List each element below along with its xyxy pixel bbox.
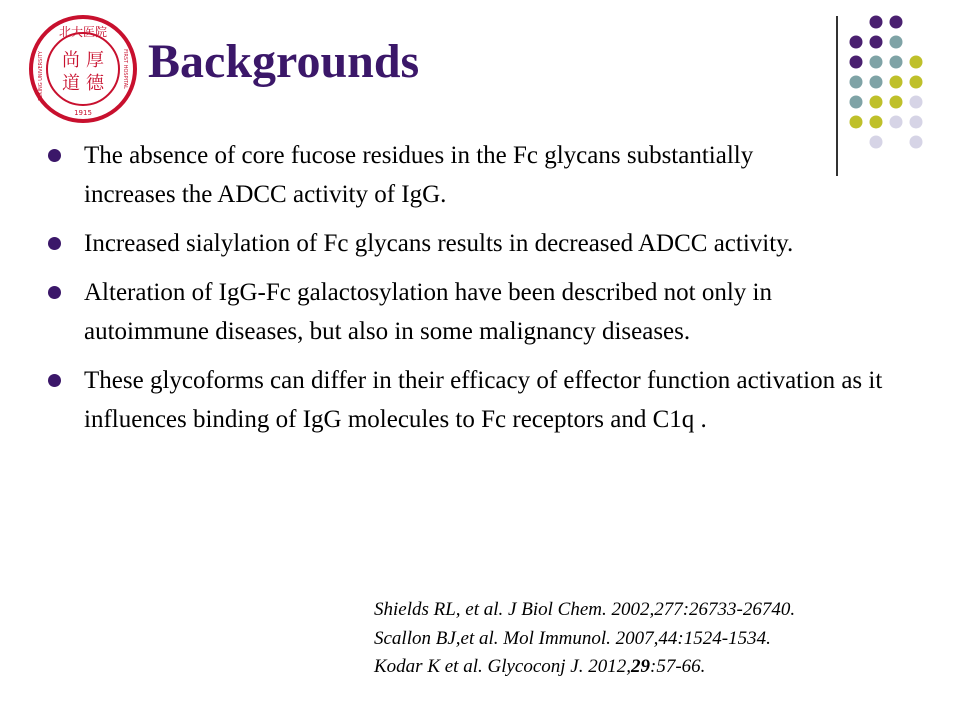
logo-arc-left: PEKING UNIVERSITY [38,51,44,101]
bullet-item [40,224,900,263]
reference-text: Kodar K et al. Glycoconj J. 2012, [374,656,631,677]
logo-year: 1915 [74,109,92,117]
reference-line [374,653,934,682]
university-logo [28,14,138,124]
reference-line [374,596,934,625]
logo-top-text: 北大医院 [58,25,108,39]
slide-title: Backgrounds [148,35,420,88]
logo-arc-right: FIRST HOSPITAL [122,49,128,89]
bullet-item [40,273,900,351]
reference-text: Scallon BJ,et al. Mol Immunol. 2007,44:1524-1534. [374,627,771,649]
logo-char-4: 德 [86,73,104,94]
bullet-dot-icon [48,149,61,162]
logo-char-3: 道 [62,73,80,94]
reference-line [374,625,934,654]
bullet-dot-icon [48,374,61,387]
reference-text: Shields RL, et al. J Biol Chem. 2002,277:26733-26740. [374,599,796,620]
logo-char-2: 厚 [86,50,104,71]
references [374,596,934,682]
bullet-item [40,136,900,214]
bullet-item [40,361,900,439]
reference-volume: 29 [631,656,650,677]
bullet-dot-icon [48,286,61,299]
reference-pages: :57-66. [650,656,706,677]
logo-char-1: 尚 [62,50,80,71]
bullet-text: Increased sialylation of Fc glycans results in decreased ADCC activity. [84,230,794,257]
bullet-text: The absence of core fucose residues in the Fc glycans substantially increases the ADCC activity of IgG. [84,142,754,208]
bullet-dot-icon [48,237,61,250]
bullet-text: Alteration of IgG-Fc galactosylation have been described not only in autoimmune diseases, but also in some malignancy diseases. [84,279,772,345]
bullet-text: These glycoforms can differ in their efficacy of effector function activation as it influences binding of IgG molecules to Fc receptors and C1q . [84,367,883,433]
bullet-list [40,136,900,449]
